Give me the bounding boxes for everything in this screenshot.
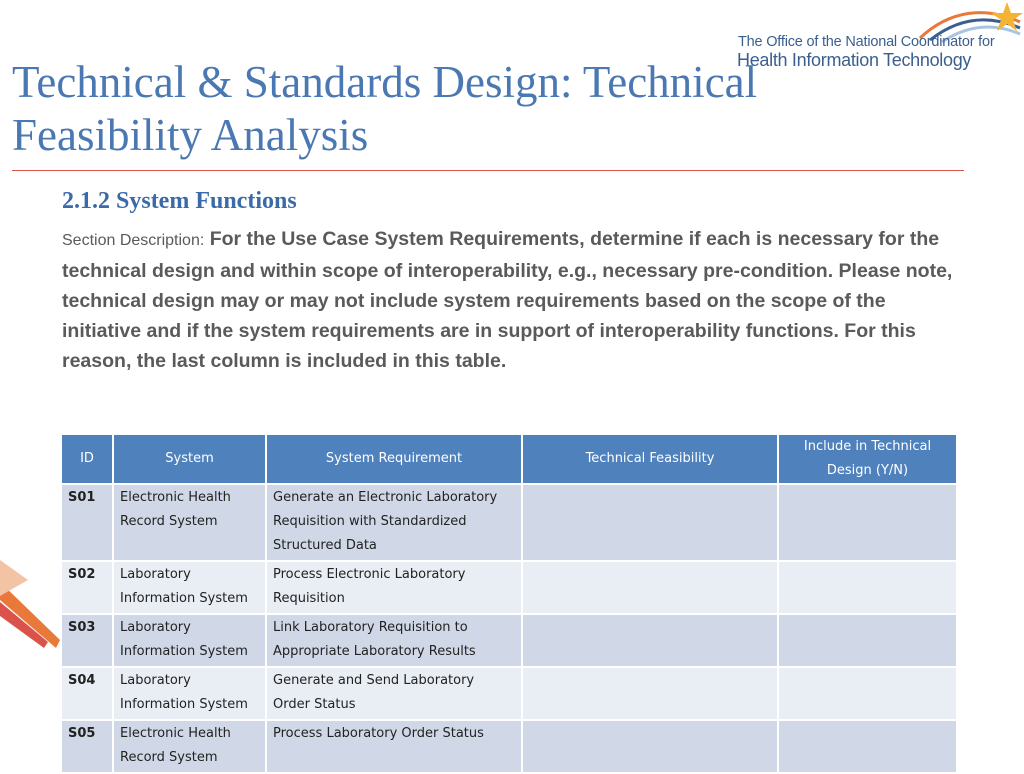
table-row (61, 614, 957, 667)
row-feasibility (522, 720, 778, 773)
row-feasibility (522, 484, 778, 561)
page-title: Technical & Standards Design: Technical Feasibility Analysis (12, 57, 758, 160)
row-system: Laboratory Information System (113, 561, 266, 614)
row-id: S01 (61, 484, 113, 561)
row-requirement: Process Electronic Laboratory Requisition (266, 561, 522, 614)
section-description-label: Section Description: (62, 232, 205, 249)
row-id: S04 (61, 667, 113, 720)
row-requirement: Generate and Send Laboratory Order Status (266, 667, 522, 720)
row-id: S02 (61, 561, 113, 614)
table-row (61, 561, 957, 614)
row-system: Laboratory Information System (113, 667, 266, 720)
table-row (61, 720, 957, 773)
row-system: Electronic Health Record System (113, 720, 266, 773)
row-feasibility (522, 614, 778, 667)
row-id: S05 (61, 720, 113, 773)
section-heading: 2.1.2 System Functions (62, 188, 297, 214)
header-technical-feasibility: Technical Feasibility (522, 434, 778, 484)
table-header-row (61, 434, 957, 484)
row-requirement: Process Laboratory Order Status (266, 720, 522, 773)
section-description (62, 224, 962, 376)
table-row (61, 667, 957, 720)
row-system: Laboratory Information System (113, 614, 266, 667)
row-include (778, 667, 957, 720)
section-description-body: For the Use Case System Requirements, determine if each is necessary for the technical design and within scope of interoperability, e.g., necessary pre-condition. Please note, technical design may or may not include system requirements based on the scope of the initiative and if the system requirements are in support of interoperability functions. For this reason, the last column is included in this table. (62, 228, 953, 372)
row-include (778, 614, 957, 667)
logo-line2: Health Information Technology (737, 50, 972, 70)
header-system-requirement: System Requirement (266, 434, 522, 484)
row-requirement: Generate an Electronic Laboratory Requisition with Standardized Structured Data (266, 484, 522, 561)
system-functions-table (60, 433, 958, 774)
row-feasibility (522, 561, 778, 614)
row-include (778, 561, 957, 614)
row-id: S03 (61, 614, 113, 667)
table-row (61, 484, 957, 561)
row-include (778, 484, 957, 561)
logo-line1: The Office of the National Coordinator for (738, 34, 995, 50)
header-include-in-design: Include in Technical Design (Y/N) (778, 434, 957, 484)
row-requirement: Link Laboratory Requisition to Appropriate Laboratory Results (266, 614, 522, 667)
row-system: Electronic Health Record System (113, 484, 266, 561)
row-feasibility (522, 667, 778, 720)
header-id: ID (61, 434, 113, 484)
title-divider (12, 170, 964, 171)
row-include (778, 720, 957, 773)
header-system: System (113, 434, 266, 484)
